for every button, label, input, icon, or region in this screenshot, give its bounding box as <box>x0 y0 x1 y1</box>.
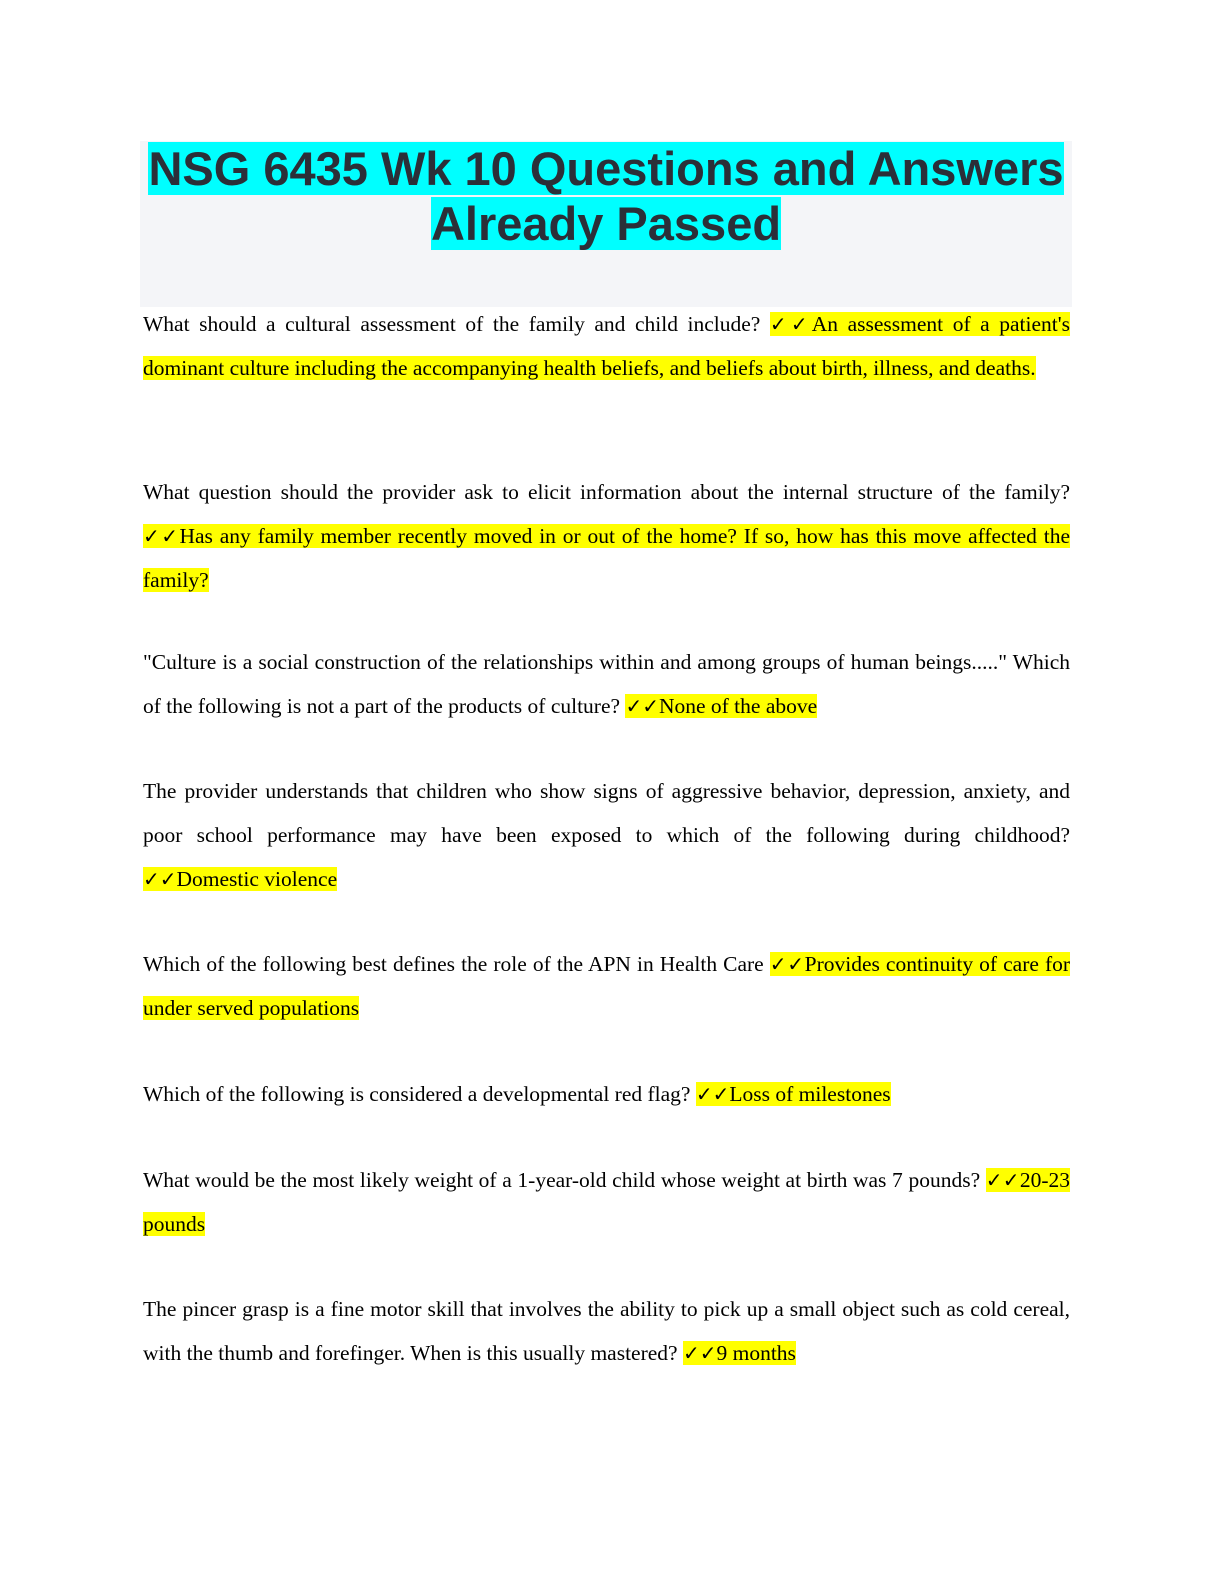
qa-item-5 <box>143 942 1070 1030</box>
double-check-icon: ✓✓ <box>682 1341 717 1365</box>
qa-item-1 <box>143 302 1070 390</box>
qa-item-8 <box>143 1287 1070 1375</box>
double-check-icon: ✓✓ <box>143 524 180 548</box>
question-text: The provider understands that children who show signs of aggressive behavior, depression, anxiety, and poor school performance may have been exposed to which of the following during childhood? <box>143 779 1070 847</box>
qa-item-7 <box>143 1158 1070 1246</box>
answer-highlight <box>143 867 337 891</box>
question-text: "Culture is a social construction of the relationships within and among groups of human beings....." Which of the following is not a part of the products of culture? <box>143 650 1070 718</box>
question-text: The pincer grasp is a fine motor skill that involves the ability to pick up a small object such as cold cereal, with the thumb and forefinger. When is this usually mastered? <box>143 1297 1070 1365</box>
question-text: What should a cultural assessment of the family and child include? <box>143 312 770 336</box>
answer-text: Domestic violence <box>176 867 338 891</box>
double-check-icon: ✓✓ <box>769 312 812 336</box>
page-title <box>140 141 1072 251</box>
answer-highlight <box>143 524 1070 592</box>
qa-item-2 <box>143 470 1070 602</box>
double-check-icon: ✓✓ <box>625 694 659 718</box>
answer-highlight <box>696 1082 891 1106</box>
answer-highlight <box>683 1341 796 1365</box>
double-check-icon: ✓✓ <box>985 1168 1020 1192</box>
question-text: Which of the following best defines the role of the APN in Health Care <box>143 952 770 976</box>
answer-text: Provides continuity of care for under served populations <box>143 952 1071 1020</box>
question-text: What question should the provider ask to elicit information about the internal structure of the family? <box>143 480 1070 504</box>
qa-item-4 <box>143 769 1070 901</box>
answer-highlight <box>625 694 817 718</box>
answer-text: Loss of milestones <box>729 1082 891 1106</box>
question-text: What would be the most likely weight of a 1-year-old child whose weight at birth was 7 pounds? <box>143 1168 986 1192</box>
answer-text: 20-23 pounds <box>143 1168 1070 1236</box>
answer-text: Has any family member recently moved in or out of the home? If so, how has this move affected the family? <box>143 524 1071 592</box>
qa-item-3 <box>143 640 1070 728</box>
double-check-icon: ✓✓ <box>143 867 177 891</box>
answer-text: None of the above <box>658 694 818 718</box>
double-check-icon: ✓✓ <box>695 1082 730 1106</box>
title-block <box>140 141 1072 307</box>
qa-item-6 <box>143 1072 1070 1116</box>
answer-text: 9 months <box>716 1341 796 1365</box>
answer-text: An assessment of a patient's dominant culture including the accompanying health beliefs, and beliefs about birth, illness, and deaths. <box>143 312 1070 380</box>
title-line-1: NSG 6435 Wk 10 Questions and Answers <box>148 142 1064 195</box>
double-check-icon: ✓✓ <box>769 952 805 976</box>
question-text: Which of the following is considered a developmental red flag? <box>143 1082 696 1106</box>
title-line-2: Already Passed <box>430 197 782 250</box>
